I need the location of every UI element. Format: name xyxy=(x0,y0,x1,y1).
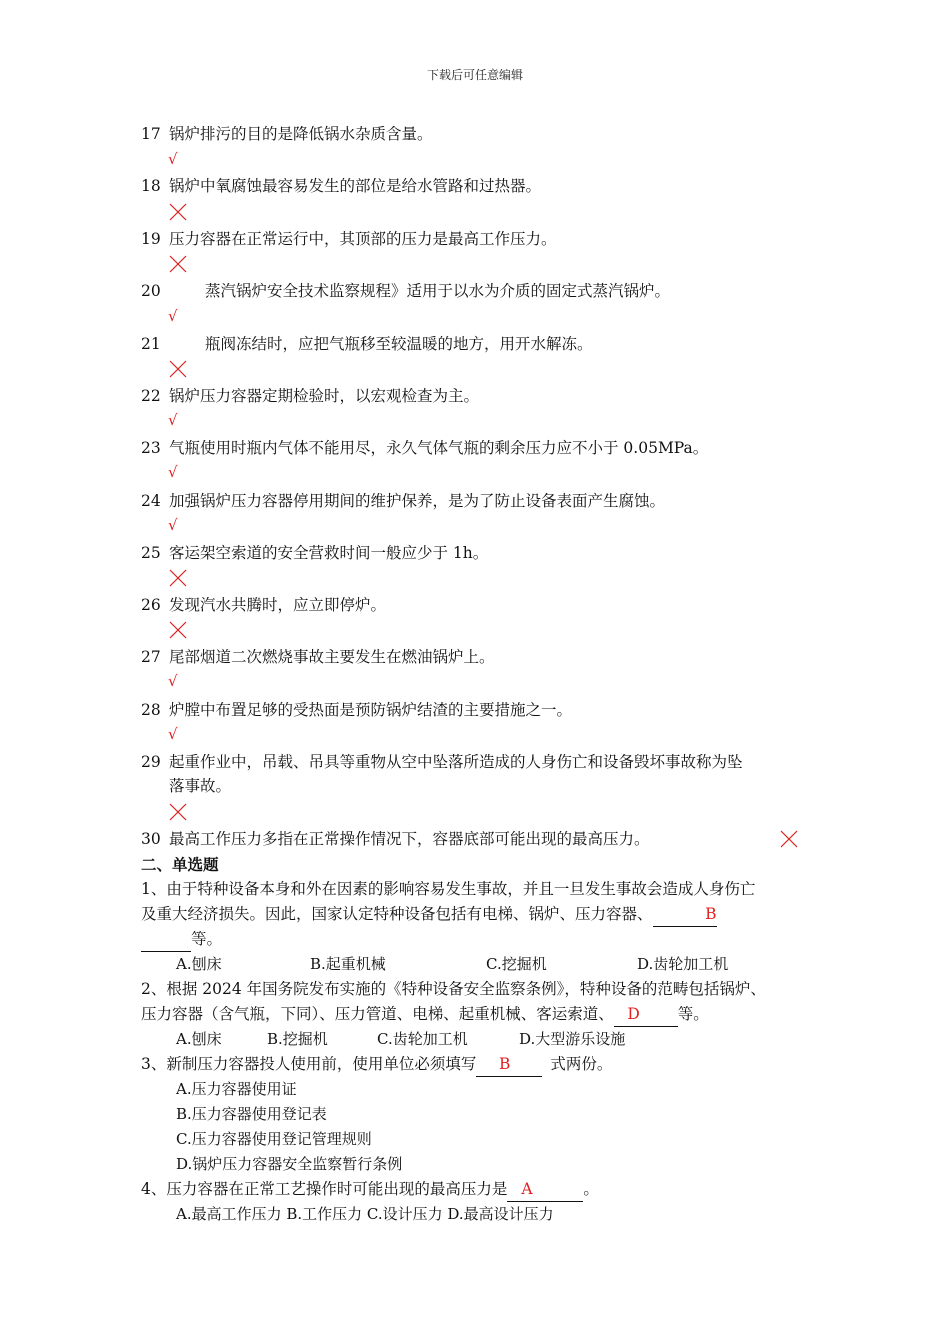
q3-suffix: 式两份。 xyxy=(550,1055,613,1073)
tf-item-number: 26 xyxy=(141,596,161,614)
q3-text: 3、新制压力容器投人使用前，使用单位必须填写 xyxy=(141,1055,477,1073)
q1-option-a: A.刨床 xyxy=(176,955,222,973)
check-mark-icon: √ xyxy=(168,307,178,325)
q4-suffix: 。 xyxy=(583,1180,599,1198)
q1-answer: B xyxy=(705,905,717,923)
q3-answer: B xyxy=(498,1055,511,1073)
tf-item-text: 炉膛中布置足够的受热面是预防锅炉结渣的主要措施之一。 xyxy=(169,701,573,719)
section-title-single-choice: 二、单选题 xyxy=(141,855,219,874)
q3-line xyxy=(141,1052,612,1077)
q1-option-b: B.起重机械 xyxy=(310,955,386,973)
tf-item-text: 锅炉压力容器定期检验时，以宏观检查为主。 xyxy=(169,387,480,405)
tf-item-number: 20 xyxy=(141,282,161,300)
tf-item-text: 客运架空索道的安全营救时间一般应少于 1h。 xyxy=(169,544,489,562)
q3-option-c: C.压力容器使用登记管理规则 xyxy=(176,1130,372,1148)
cross-mark-icon xyxy=(168,254,188,274)
q1-answer-blank xyxy=(653,902,717,927)
tf-item xyxy=(141,698,811,722)
q4-answer-blank xyxy=(507,1177,583,1202)
tf-item xyxy=(141,174,811,198)
q2-suffix: 等。 xyxy=(677,1005,709,1023)
tf-item-number: 27 xyxy=(141,648,161,666)
tf-item xyxy=(141,827,811,851)
tf-item xyxy=(141,227,811,251)
q2-option-c: C.齿轮加工机 xyxy=(377,1030,468,1048)
tf-item-text: 蒸汽锅炉安全技术监察规程》适用于以水为介质的固定式蒸汽锅炉。 xyxy=(205,282,671,300)
tf-item xyxy=(141,541,811,565)
cross-mark-icon xyxy=(168,802,188,822)
check-mark-icon: √ xyxy=(168,463,178,481)
tf-item-number: 23 xyxy=(141,439,161,457)
tf-item xyxy=(141,332,811,356)
tf-item xyxy=(141,489,811,513)
tf-item-text: 加强锅炉压力容器停用期间的维护保养，是为了防止设备表面产生腐蚀。 xyxy=(169,492,666,510)
q2-answer-blank xyxy=(614,1002,678,1027)
q3-option-b: B.压力容器使用登记表 xyxy=(176,1105,327,1123)
q1-option-c: C.挖掘机 xyxy=(486,955,547,973)
q3-option-a: A.压力容器使用证 xyxy=(176,1080,297,1098)
tf-item xyxy=(141,384,811,408)
q1-suffix: 等。 xyxy=(191,930,223,948)
tf-item-number: 21 xyxy=(141,335,161,353)
q2-option-a: A.刨床 xyxy=(176,1030,222,1048)
tf-item-text: 气瓶使用时瓶内气体不能用尽，永久气体气瓶的剩余压力应不小于 0.05MPa。 xyxy=(169,439,709,457)
q2-option-b: B.挖掘机 xyxy=(267,1030,328,1048)
q3-option-d: D.锅炉压力容器安全监察暂行条例 xyxy=(176,1155,403,1173)
q4-answer: A xyxy=(521,1180,533,1198)
tf-item-number: 30 xyxy=(141,830,161,848)
q4-line xyxy=(141,1177,599,1202)
tf-item-text: 发现汽水共腾时，应立即停炉。 xyxy=(169,596,387,614)
q1-line2-text: 及重大经济损失。因此，国家认定特种设备包括有电梯、锅炉、压力容器、 xyxy=(141,905,653,923)
page-header: 下载后可任意编辑 xyxy=(426,68,523,82)
q4-options: A.最高工作压力 B.工作压力 C.设计压力 D.最高设计压力 xyxy=(176,1205,554,1223)
tf-item-number: 24 xyxy=(141,492,161,510)
q2-line2 xyxy=(141,1002,709,1027)
check-mark-icon: √ xyxy=(168,411,178,429)
q4-text: 4、压力容器在正常工艺操作时可能出现的最高压力是 xyxy=(141,1180,508,1198)
tf-item-number: 17 xyxy=(141,125,161,143)
tf-item xyxy=(141,593,811,617)
tf-item-text: 尾部烟道二次燃烧事故主要发生在燃油锅炉上。 xyxy=(169,648,495,666)
tf-item-number: 28 xyxy=(141,701,161,719)
cross-mark-icon xyxy=(168,568,188,588)
tf-item-number: 22 xyxy=(141,387,161,405)
tf-item xyxy=(141,645,811,669)
tf-item-text: 锅炉排污的目的是降低锅水杂质含量。 xyxy=(169,125,433,143)
check-mark-icon: √ xyxy=(168,516,178,534)
tf-item-text: 压力容器在正常运行中，其顶部的压力是最高工作压力。 xyxy=(169,230,557,248)
q2-option-d: D.大型游乐设施 xyxy=(519,1030,626,1048)
q2-answer: D xyxy=(627,1005,640,1023)
q1-option-d: D.齿轮加工机 xyxy=(637,955,729,973)
q1-line3 xyxy=(141,927,222,952)
tf-item-number: 19 xyxy=(141,230,161,248)
tf-item-text: 最高工作压力多指在正常操作情况下，容器底部可能出现的最高压力。 xyxy=(169,830,650,848)
tf-item xyxy=(141,122,811,146)
q2-line1: 2、根据 2024 年国务院发布实施的《特种设备安全监察条例》，特种设备的范畴包括锅炉、 xyxy=(141,980,766,998)
tf-item-text: 起重作业中，吊载、吊具等重物从空中坠落所造成的人身伤亡和设备毁坏事故称为坠 xyxy=(169,753,743,771)
cross-mark-icon xyxy=(168,620,188,640)
tf-item-text: 锅炉中氧腐蚀最容易发生的部位是给水管路和过热器。 xyxy=(169,177,542,195)
tf-item-number: 29 xyxy=(141,753,161,771)
check-mark-icon: √ xyxy=(168,672,178,690)
cross-mark-icon xyxy=(168,202,188,222)
tf-item-text: 瓶阀冻结时，应把气瓶移至较温暖的地方，用开水解冻。 xyxy=(205,335,593,353)
cross-mark-icon xyxy=(779,829,799,849)
tf-item-number: 18 xyxy=(141,177,161,195)
tf-item-number: 25 xyxy=(141,544,161,562)
tf-item xyxy=(141,750,811,798)
q2-line2-text: 压力容器（含气瓶，下同）、压力管道、电梯、起重机械、客运索道、 xyxy=(141,1005,614,1023)
tf-item-text-cont: 落事故。 xyxy=(169,777,232,795)
check-mark-icon: √ xyxy=(168,725,178,743)
tf-item xyxy=(141,436,811,460)
q1-line2 xyxy=(141,902,717,927)
check-mark-icon: √ xyxy=(168,150,178,168)
cross-mark-icon xyxy=(168,359,188,379)
tf-item xyxy=(141,279,811,303)
q3-answer-blank xyxy=(476,1052,542,1077)
q1-blank-cont xyxy=(141,927,191,952)
q1-line1: 1、由于特种设备本身和外在因素的影响容易发生事故，并且一旦发生事故会造成人身伤亡 xyxy=(141,880,756,898)
